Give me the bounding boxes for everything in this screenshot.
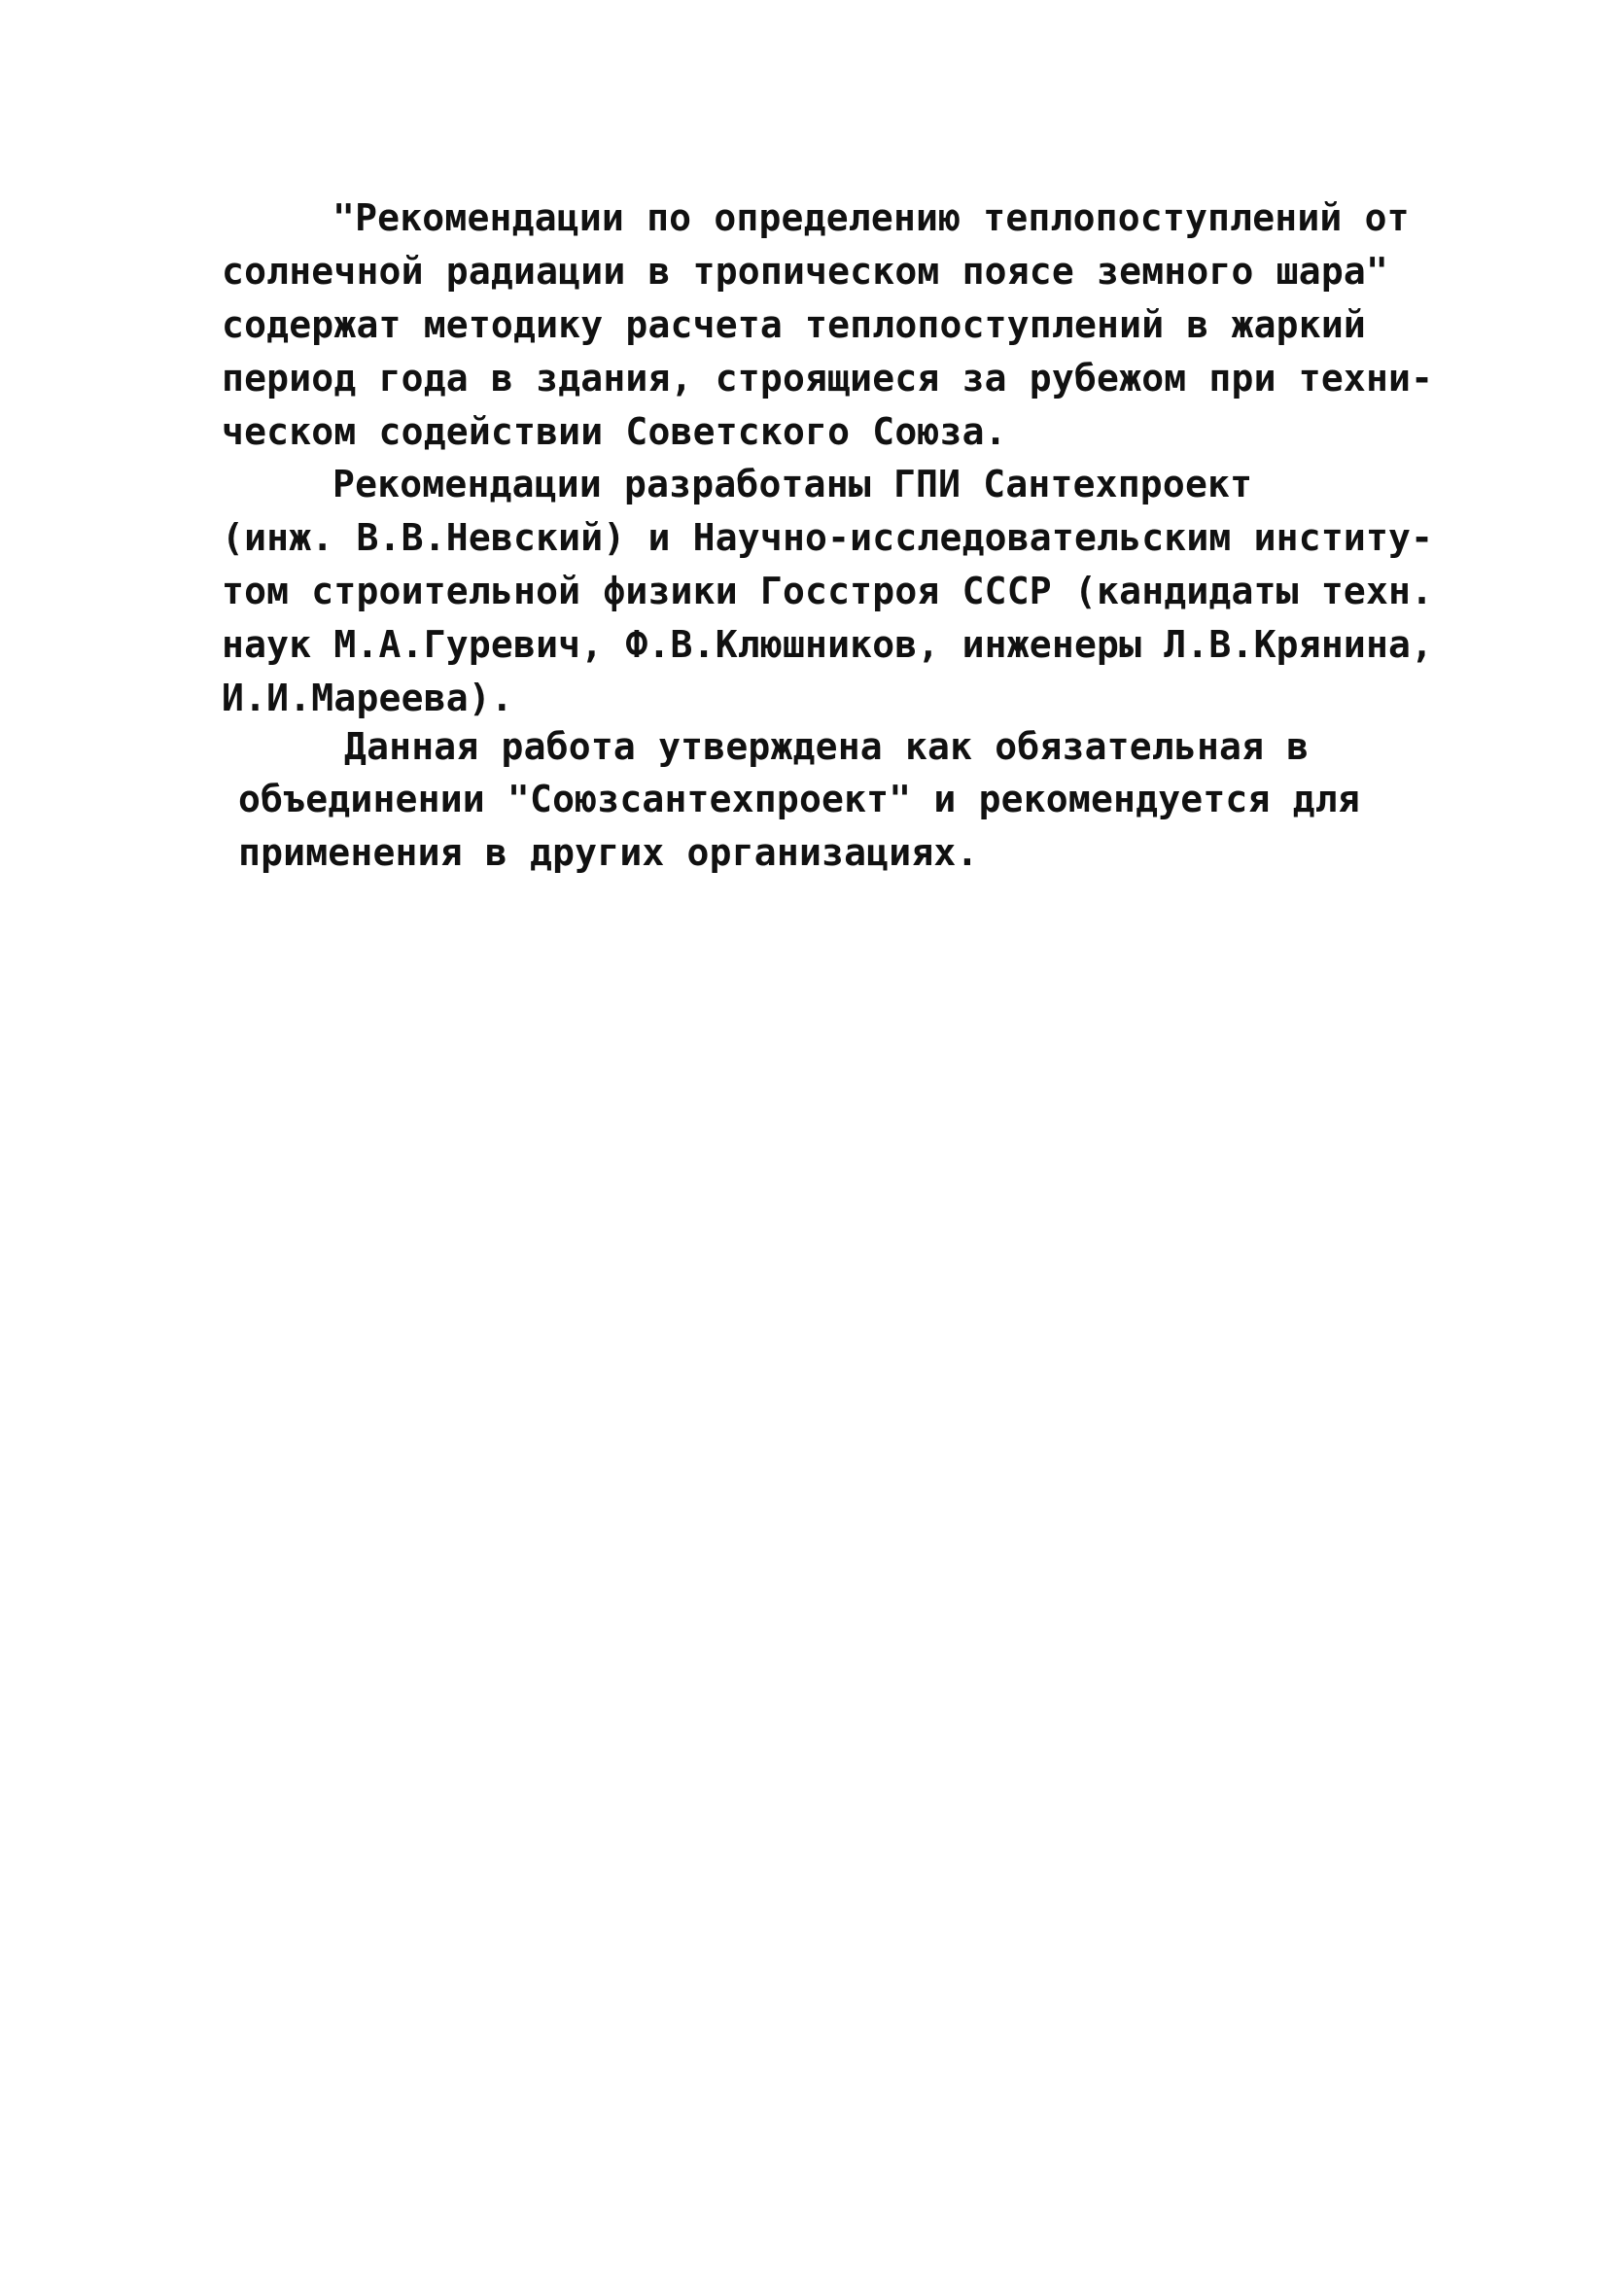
text-line: (инж. В.В.Невский) и Научно-исследовательским институ-: [222, 516, 1434, 559]
text-line: ческом содействии Советского Союза.: [222, 410, 1007, 453]
text-line: применения в других организациях.: [238, 831, 979, 874]
text-line: солнечной радиации в тропическом поясе земного шара": [222, 250, 1389, 293]
text-line: наук М.А.Гуревич, Ф.В.Клюшников, инженеры Л.В.Крянина,: [222, 623, 1434, 666]
text-line: период года в здания, строящиеся за рубежом при техни-: [222, 357, 1434, 400]
text-line: И.И.Мареева).: [222, 677, 514, 719]
text-line: том строительной физики Госстроя СССР (кандидаты техн.: [222, 570, 1434, 612]
text-line: "Рекомендации по определению теплопоступлений от: [332, 196, 1410, 239]
text-line: содержат методику расчета теплопоступлений в жаркий: [222, 303, 1366, 346]
text-line: Данная работа утверждена как обязательная в: [344, 725, 1310, 768]
text-line: Рекомендации разработаны ГПИ Сантехпроект: [332, 463, 1253, 505]
text-line: объединении "Союзсантехпроект" и рекомендуется для: [238, 778, 1360, 820]
